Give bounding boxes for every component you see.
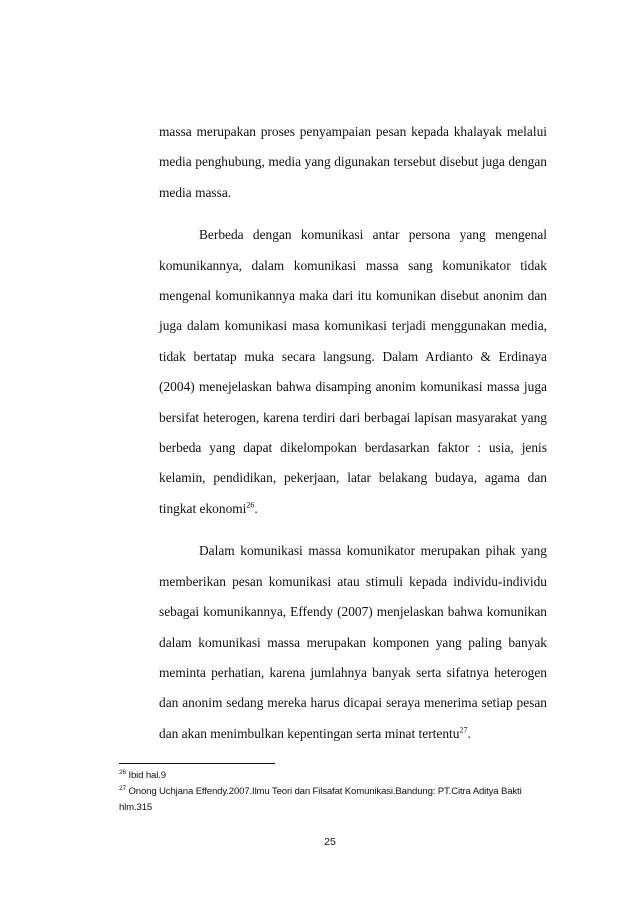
footnote-ref-26[interactable]: 26 xyxy=(246,500,255,510)
paragraph-3-suffix: . xyxy=(467,725,471,741)
footnote-number-26: 26 xyxy=(119,768,126,776)
paragraph-3 xyxy=(159,536,547,749)
paragraph-2-text: Berbeda dengan komunikasi antar persona yang mengenal komunikannya, dalam komunikasi massa sang komunikator tidak mengenal komunikannya maka dari itu komunikan disebut anonim dan juga dalam komunikasi masa komunikasi terjadi menggunakan media, tidak bertatap muka secara langsung. Dalam Ardianto & Erdinaya (2004) menejelaskan bahwa disamping anonim komunikasi massa juga bersifat heterogen, karena terdiri dari berbagai lapisan masyarakat yang berbeda yang dapat dikelompokan berdasarkan faktor : usia, jenis kelamin, pendidikan, pekerjaan, latar belakang budaya, agama dan tingkat ekonomi xyxy=(159,227,547,516)
page-number: 25 xyxy=(324,836,336,848)
paragraph-1 xyxy=(159,117,547,208)
footnotes xyxy=(119,768,549,816)
paragraph-2 xyxy=(159,220,547,524)
footnote-separator xyxy=(119,763,275,764)
paragraph-3-text: Dalam komunikasi massa komunikator merupakan pihak yang memberikan pesan komunikasi atau stimuli kepada individu-individu sebagai komunikannya, Effendy (2007) menjelaskan bahwa komunikan dalam komunikasi massa merupakan komponen yang paling banyak meminta perhatian, karena jumlahnya banyak serta sifatnya heterogen dan anonim sedang mereka harus dicapai seraya menerima setiap pesan dan akan menimbulkan kepentingan serta minat tertentu xyxy=(159,543,547,741)
footnote-ref-27[interactable]: 27 xyxy=(459,725,468,735)
paragraph-1-text: massa merupakan proses penyampaian pesan kepada khalayak melalui media penghubung, media yang digunakan tersebut disebut juga dengan media massa. xyxy=(159,124,547,200)
footnote-27 xyxy=(119,784,549,816)
footnote-26-text: Ibid hal.9 xyxy=(125,770,166,781)
paragraph-2-suffix: . xyxy=(254,500,258,516)
footnote-number-27: 27 xyxy=(119,784,126,792)
footnote-27-text: Onong Uchjana Effendy.2007.Ilmu Teori dan Filsafat Komunikasi.Bandung: PT.Citra Aditya Bakti hlm.315 xyxy=(119,786,522,813)
footnote-26 xyxy=(119,768,549,784)
body-text xyxy=(159,117,547,749)
